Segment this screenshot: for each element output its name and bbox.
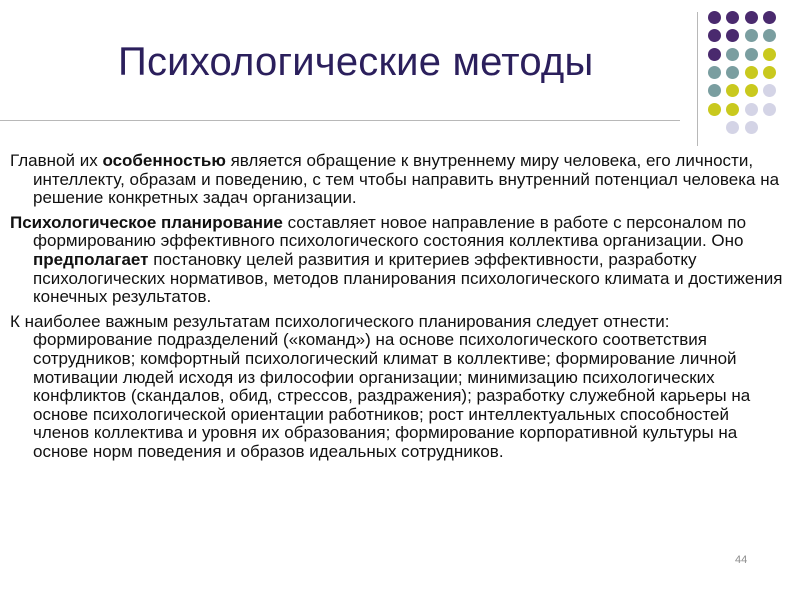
decorative-dot [763, 29, 776, 42]
decorative-dot [708, 29, 721, 42]
decorative-dot [708, 66, 721, 79]
paragraph-2-text-2: постановку целей развития и критериев эффективности, разработку психологических нормативов, методов планирования психологического климата и достижения конечных результатов. [33, 249, 783, 307]
decorative-dot [726, 48, 739, 61]
paragraph-2 [10, 214, 786, 307]
paragraph-1-text-2: является обращение к внутреннему миру человека, его личности, интеллекту, образам и поведению, с тем чтобы направить внутренний потенциал человека на решение конкретных задач организации. [33, 151, 780, 208]
decorative-dot [726, 66, 739, 79]
paragraph-1-text-1: Главной их [10, 151, 103, 170]
decorative-dot [708, 11, 721, 24]
page-number: 44 [735, 554, 748, 566]
slide-body [10, 152, 786, 468]
decorative-dot [745, 121, 758, 134]
decorative-dot [745, 48, 758, 61]
paragraph-2-bold-1: Психологическое планирование [10, 212, 283, 232]
paragraph-1-bold-1: особенностью [102, 151, 226, 170]
decorative-dot [726, 103, 739, 116]
decorative-dot [763, 48, 776, 61]
slide-title: Психологические методы [118, 40, 594, 84]
decorative-dot [745, 66, 758, 79]
decorative-dot [763, 11, 776, 24]
decorative-dot [708, 48, 721, 61]
paragraph-1 [10, 152, 786, 208]
decorative-dot [708, 103, 721, 116]
decorative-dot [763, 84, 776, 97]
decorative-dot [726, 11, 739, 24]
decorative-dot [745, 84, 758, 97]
paragraph-3 [10, 313, 786, 462]
paragraph-2-bold-2: предполагает [33, 249, 149, 269]
decorative-dot [708, 84, 721, 97]
decorative-dot [763, 66, 776, 79]
decorative-dot [745, 103, 758, 116]
vertical-divider [697, 12, 698, 146]
title-underline [0, 120, 680, 121]
decorative-dot [726, 121, 739, 134]
decorative-dot [745, 11, 758, 24]
decorative-dot [726, 29, 739, 42]
decorative-dot [745, 29, 758, 42]
paragraph-3-text-1: К наиболее важным результатам психологического планирования следует отнести: формирование подразделений («команд») на основе психологического соответствия сотрудников; комфортный психологический климат в коллективе; формирование личной мотивации людей исходя из философии организации; минимизацию психологических конфликтов (скандалов, обид, стрессов, раздражения); разработку служебной карьеры на основе психологической ориентации работников; рост интеллектуальных способностей членов коллектива и уровня их образования; формирование корпоративной культуры на основе норм поведения и образов идеальных сотрудников. [10, 311, 751, 461]
paragraph-2-text-1: составляет новое направление в работе с персоналом по формированию эффективного психологического состояния коллектива организации. Оно [33, 212, 747, 251]
decorative-dot [763, 103, 776, 116]
decorative-dot [726, 84, 739, 97]
